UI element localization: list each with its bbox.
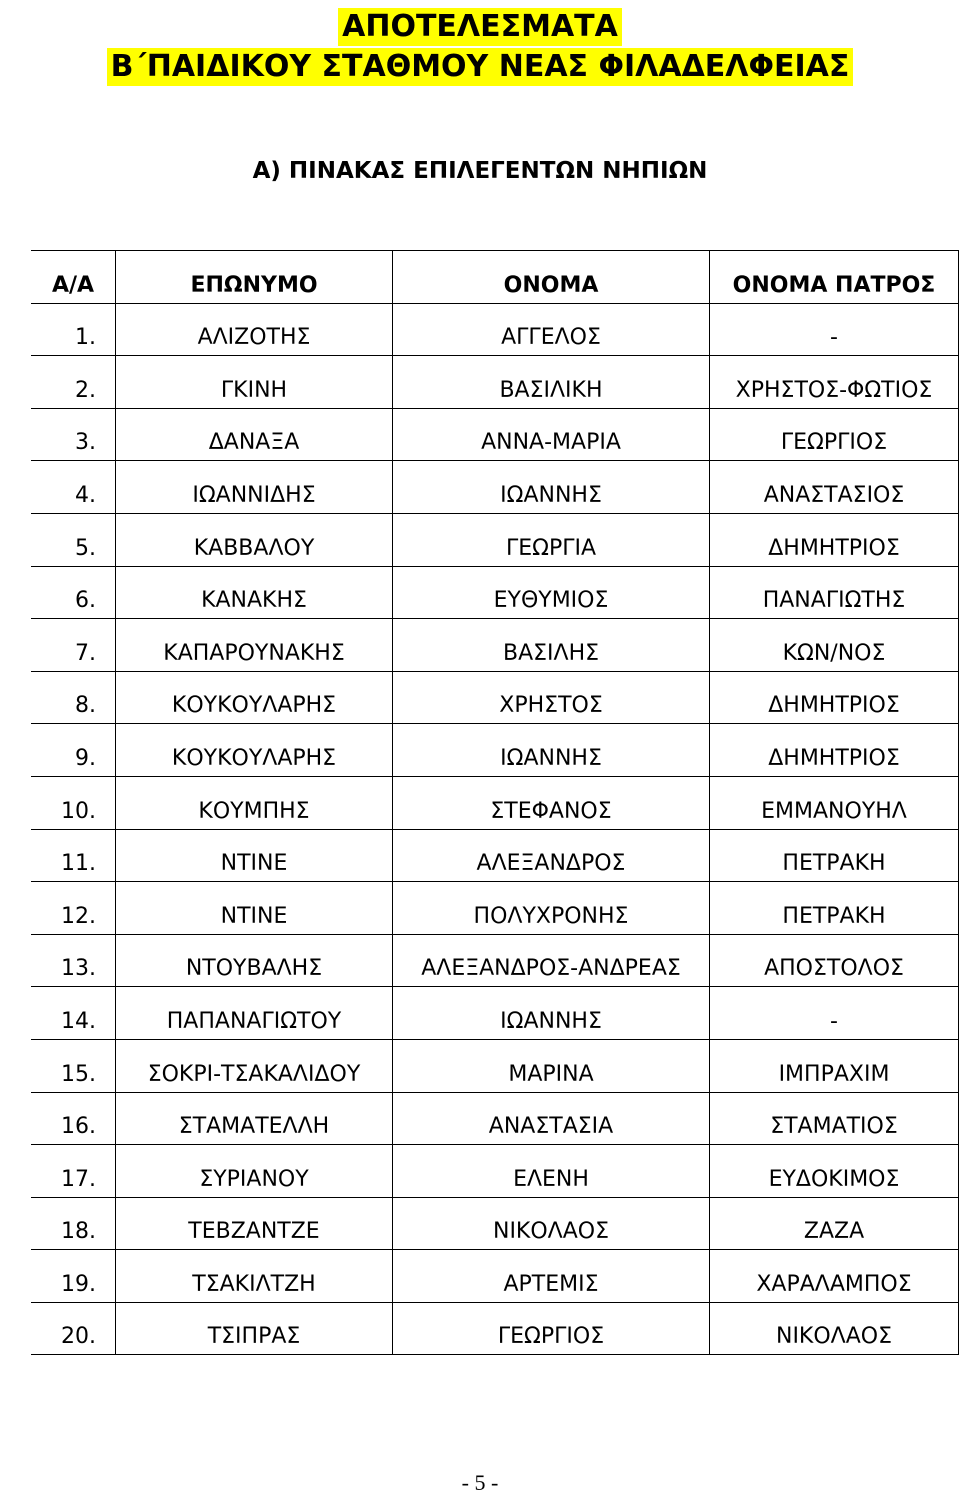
table-row: [31, 671, 959, 724]
cell-number: 14.: [31, 987, 116, 1040]
cell-father-name: ΚΩΝ/ΝΟΣ: [710, 619, 959, 672]
cell-number: 12.: [31, 882, 116, 935]
cell-number: 15.: [31, 1039, 116, 1092]
cell-surname: ΣΤΑΜΑΤΕΛΛΗ: [116, 1092, 393, 1145]
page-number: - 5 -: [461, 1470, 499, 1495]
cell-name: ΝΙΚΟΛΑΟΣ: [393, 1197, 710, 1250]
selected-children-table: [31, 250, 959, 1355]
table-row: [31, 356, 959, 409]
document-title: [0, 8, 960, 88]
cell-number: 16.: [31, 1092, 116, 1145]
table-row: [31, 882, 959, 935]
cell-number: 10.: [31, 776, 116, 829]
cell-name: ΕΥΘΥΜΙΟΣ: [393, 566, 710, 619]
cell-father-name: ΠΑΝΑΓΙΩΤΗΣ: [710, 566, 959, 619]
cell-name: ΧΡΗΣΤΟΣ: [393, 671, 710, 724]
cell-name: ΣΤΕΦΑΝΟΣ: [393, 776, 710, 829]
cell-father-name: ΑΝΑΣΤΑΣΙΟΣ: [710, 461, 959, 514]
table-row: [31, 1092, 959, 1145]
cell-name: ΓΕΩΡΓΙΑ: [393, 513, 710, 566]
cell-father-name: ΖΑΖΑ: [710, 1197, 959, 1250]
cell-name: ΠΟΛΥΧΡΟΝΗΣ: [393, 882, 710, 935]
cell-surname: ΚΟΥΜΠΗΣ: [116, 776, 393, 829]
cell-number: 19.: [31, 1250, 116, 1303]
cell-name: ΑΝΑΣΤΑΣΙΑ: [393, 1092, 710, 1145]
cell-surname: ΤΕΒΖΑΝΤΖΕ: [116, 1197, 393, 1250]
cell-surname: ΤΣΙΠΡΑΣ: [116, 1302, 393, 1355]
cell-father-name: ΕΥΔΟΚΙΜΟΣ: [710, 1145, 959, 1198]
cell-surname: ΚΟΥΚΟΥΛΑΡΗΣ: [116, 724, 393, 777]
table-row: [31, 461, 959, 514]
cell-name: ΑΛΕΞΑΝΔΡΟΣ: [393, 829, 710, 882]
cell-father-name: -: [710, 987, 959, 1040]
cell-father-name: ΑΠΟΣΤΟΛΟΣ: [710, 934, 959, 987]
cell-father-name: ΙΜΠΡΑΧΙΜ: [710, 1039, 959, 1092]
cell-number: 6.: [31, 566, 116, 619]
cell-number: 9.: [31, 724, 116, 777]
section-subtitle: Α) ΠΙΝΑΚΑΣ ΕΠΙΛΕΓΕΝΤΩΝ ΝΗΠΙΩΝ: [252, 158, 708, 184]
cell-number: 3.: [31, 408, 116, 461]
cell-surname: ΣΟΚΡΙ-ΤΣΑΚΑΛΙΔΟΥ: [116, 1039, 393, 1092]
column-header-number: Α/Α: [31, 251, 116, 304]
cell-father-name: ΠΕΤΡΑΚΗ: [710, 882, 959, 935]
cell-surname: ΙΩΑΝΝΙΔΗΣ: [116, 461, 393, 514]
cell-number: 11.: [31, 829, 116, 882]
table-row: [31, 619, 959, 672]
cell-father-name: -: [710, 303, 959, 356]
column-header-name: ΟΝΟΜΑ: [393, 251, 710, 304]
table-row: [31, 987, 959, 1040]
cell-surname: ΓΚΙΝΗ: [116, 356, 393, 409]
cell-father-name: ΔΗΜΗΤΡΙΟΣ: [710, 513, 959, 566]
table-row: [31, 513, 959, 566]
cell-father-name: ΕΜΜΑΝΟΥΗΛ: [710, 776, 959, 829]
cell-number: 20.: [31, 1302, 116, 1355]
table-row: [31, 1197, 959, 1250]
cell-name: ΑΝΝΑ-ΜΑΡΙΑ: [393, 408, 710, 461]
table-row: [31, 303, 959, 356]
table-header-row: [31, 251, 959, 304]
cell-number: 1.: [31, 303, 116, 356]
table-row: [31, 1145, 959, 1198]
cell-number: 17.: [31, 1145, 116, 1198]
title-line-results: ΑΠΟΤΕΛΕΣΜΑΤΑ: [338, 8, 622, 46]
cell-father-name: ΣΤΑΜΑΤΙΟΣ: [710, 1092, 959, 1145]
cell-father-name: ΓΕΩΡΓΙΟΣ: [710, 408, 959, 461]
cell-name: ΒΑΣΙΛΗΣ: [393, 619, 710, 672]
cell-name: ΙΩΑΝΝΗΣ: [393, 724, 710, 777]
cell-surname: ΝΤΙΝΕ: [116, 829, 393, 882]
table-row: [31, 829, 959, 882]
cell-number: 8.: [31, 671, 116, 724]
table-row: [31, 934, 959, 987]
cell-name: ΒΑΣΙΛΙΚΗ: [393, 356, 710, 409]
cell-name: ΑΓΓΕΛΟΣ: [393, 303, 710, 356]
cell-number: 7.: [31, 619, 116, 672]
cell-surname: ΚΑΒΒΑΛΟΥ: [116, 513, 393, 566]
cell-name: ΜΑΡΙΝΑ: [393, 1039, 710, 1092]
cell-surname: ΑΛΙΖΟΤΗΣ: [116, 303, 393, 356]
cell-father-name: ΧΡΗΣΤΟΣ-ΦΩΤΙΟΣ: [710, 356, 959, 409]
table-row: [31, 776, 959, 829]
cell-surname: ΤΣΑΚΙΛΤΖΗ: [116, 1250, 393, 1303]
cell-number: 2.: [31, 356, 116, 409]
cell-father-name: ΔΗΜΗΤΡΙΟΣ: [710, 724, 959, 777]
cell-surname: ΚΑΠΑΡΟΥΝΑΚΗΣ: [116, 619, 393, 672]
cell-number: 4.: [31, 461, 116, 514]
table-row: [31, 1250, 959, 1303]
cell-surname: ΝΤΟΥΒΑΛΗΣ: [116, 934, 393, 987]
table-row: [31, 724, 959, 777]
cell-name: ΙΩΑΝΝΗΣ: [393, 987, 710, 1040]
table-row: [31, 1039, 959, 1092]
cell-name: ΑΛΕΞΑΝΔΡΟΣ-ΑΝΔΡΕΑΣ: [393, 934, 710, 987]
table-row: [31, 566, 959, 619]
cell-surname: ΝΤΙΝΕ: [116, 882, 393, 935]
cell-surname: ΣΥΡΙΑΝΟΥ: [116, 1145, 393, 1198]
cell-name: ΙΩΑΝΝΗΣ: [393, 461, 710, 514]
title-line-nursery: Β΄ΠΑΙΔΙΚΟΥ ΣΤΑΘΜΟΥ ΝΕΑΣ ΦΙΛΑΔΕΛΦΕΙΑΣ: [107, 48, 854, 86]
cell-name: ΕΛΕΝΗ: [393, 1145, 710, 1198]
cell-number: 5.: [31, 513, 116, 566]
cell-name: ΓΕΩΡΓΙΟΣ: [393, 1302, 710, 1355]
cell-surname: ΚΑΝΑΚΗΣ: [116, 566, 393, 619]
table-row: [31, 408, 959, 461]
cell-number: 13.: [31, 934, 116, 987]
cell-surname: ΔΑΝΑΞΑ: [116, 408, 393, 461]
cell-surname: ΠΑΠΑΝΑΓΙΩΤΟΥ: [116, 987, 393, 1040]
cell-number: 18.: [31, 1197, 116, 1250]
cell-father-name: ΝΙΚΟΛΑΟΣ: [710, 1302, 959, 1355]
cell-surname: ΚΟΥΚΟΥΛΑΡΗΣ: [116, 671, 393, 724]
cell-father-name: ΧΑΡΑΛΑΜΠΟΣ: [710, 1250, 959, 1303]
table-body: [31, 303, 959, 1355]
column-header-father-name: ΟΝΟΜΑ ΠΑΤΡΟΣ: [710, 251, 959, 304]
cell-name: ΑΡΤΕΜΙΣ: [393, 1250, 710, 1303]
cell-father-name: ΔΗΜΗΤΡΙΟΣ: [710, 671, 959, 724]
table-row: [31, 1302, 959, 1355]
column-header-surname: ΕΠΩΝΥΜΟ: [116, 251, 393, 304]
cell-father-name: ΠΕΤΡΑΚΗ: [710, 829, 959, 882]
